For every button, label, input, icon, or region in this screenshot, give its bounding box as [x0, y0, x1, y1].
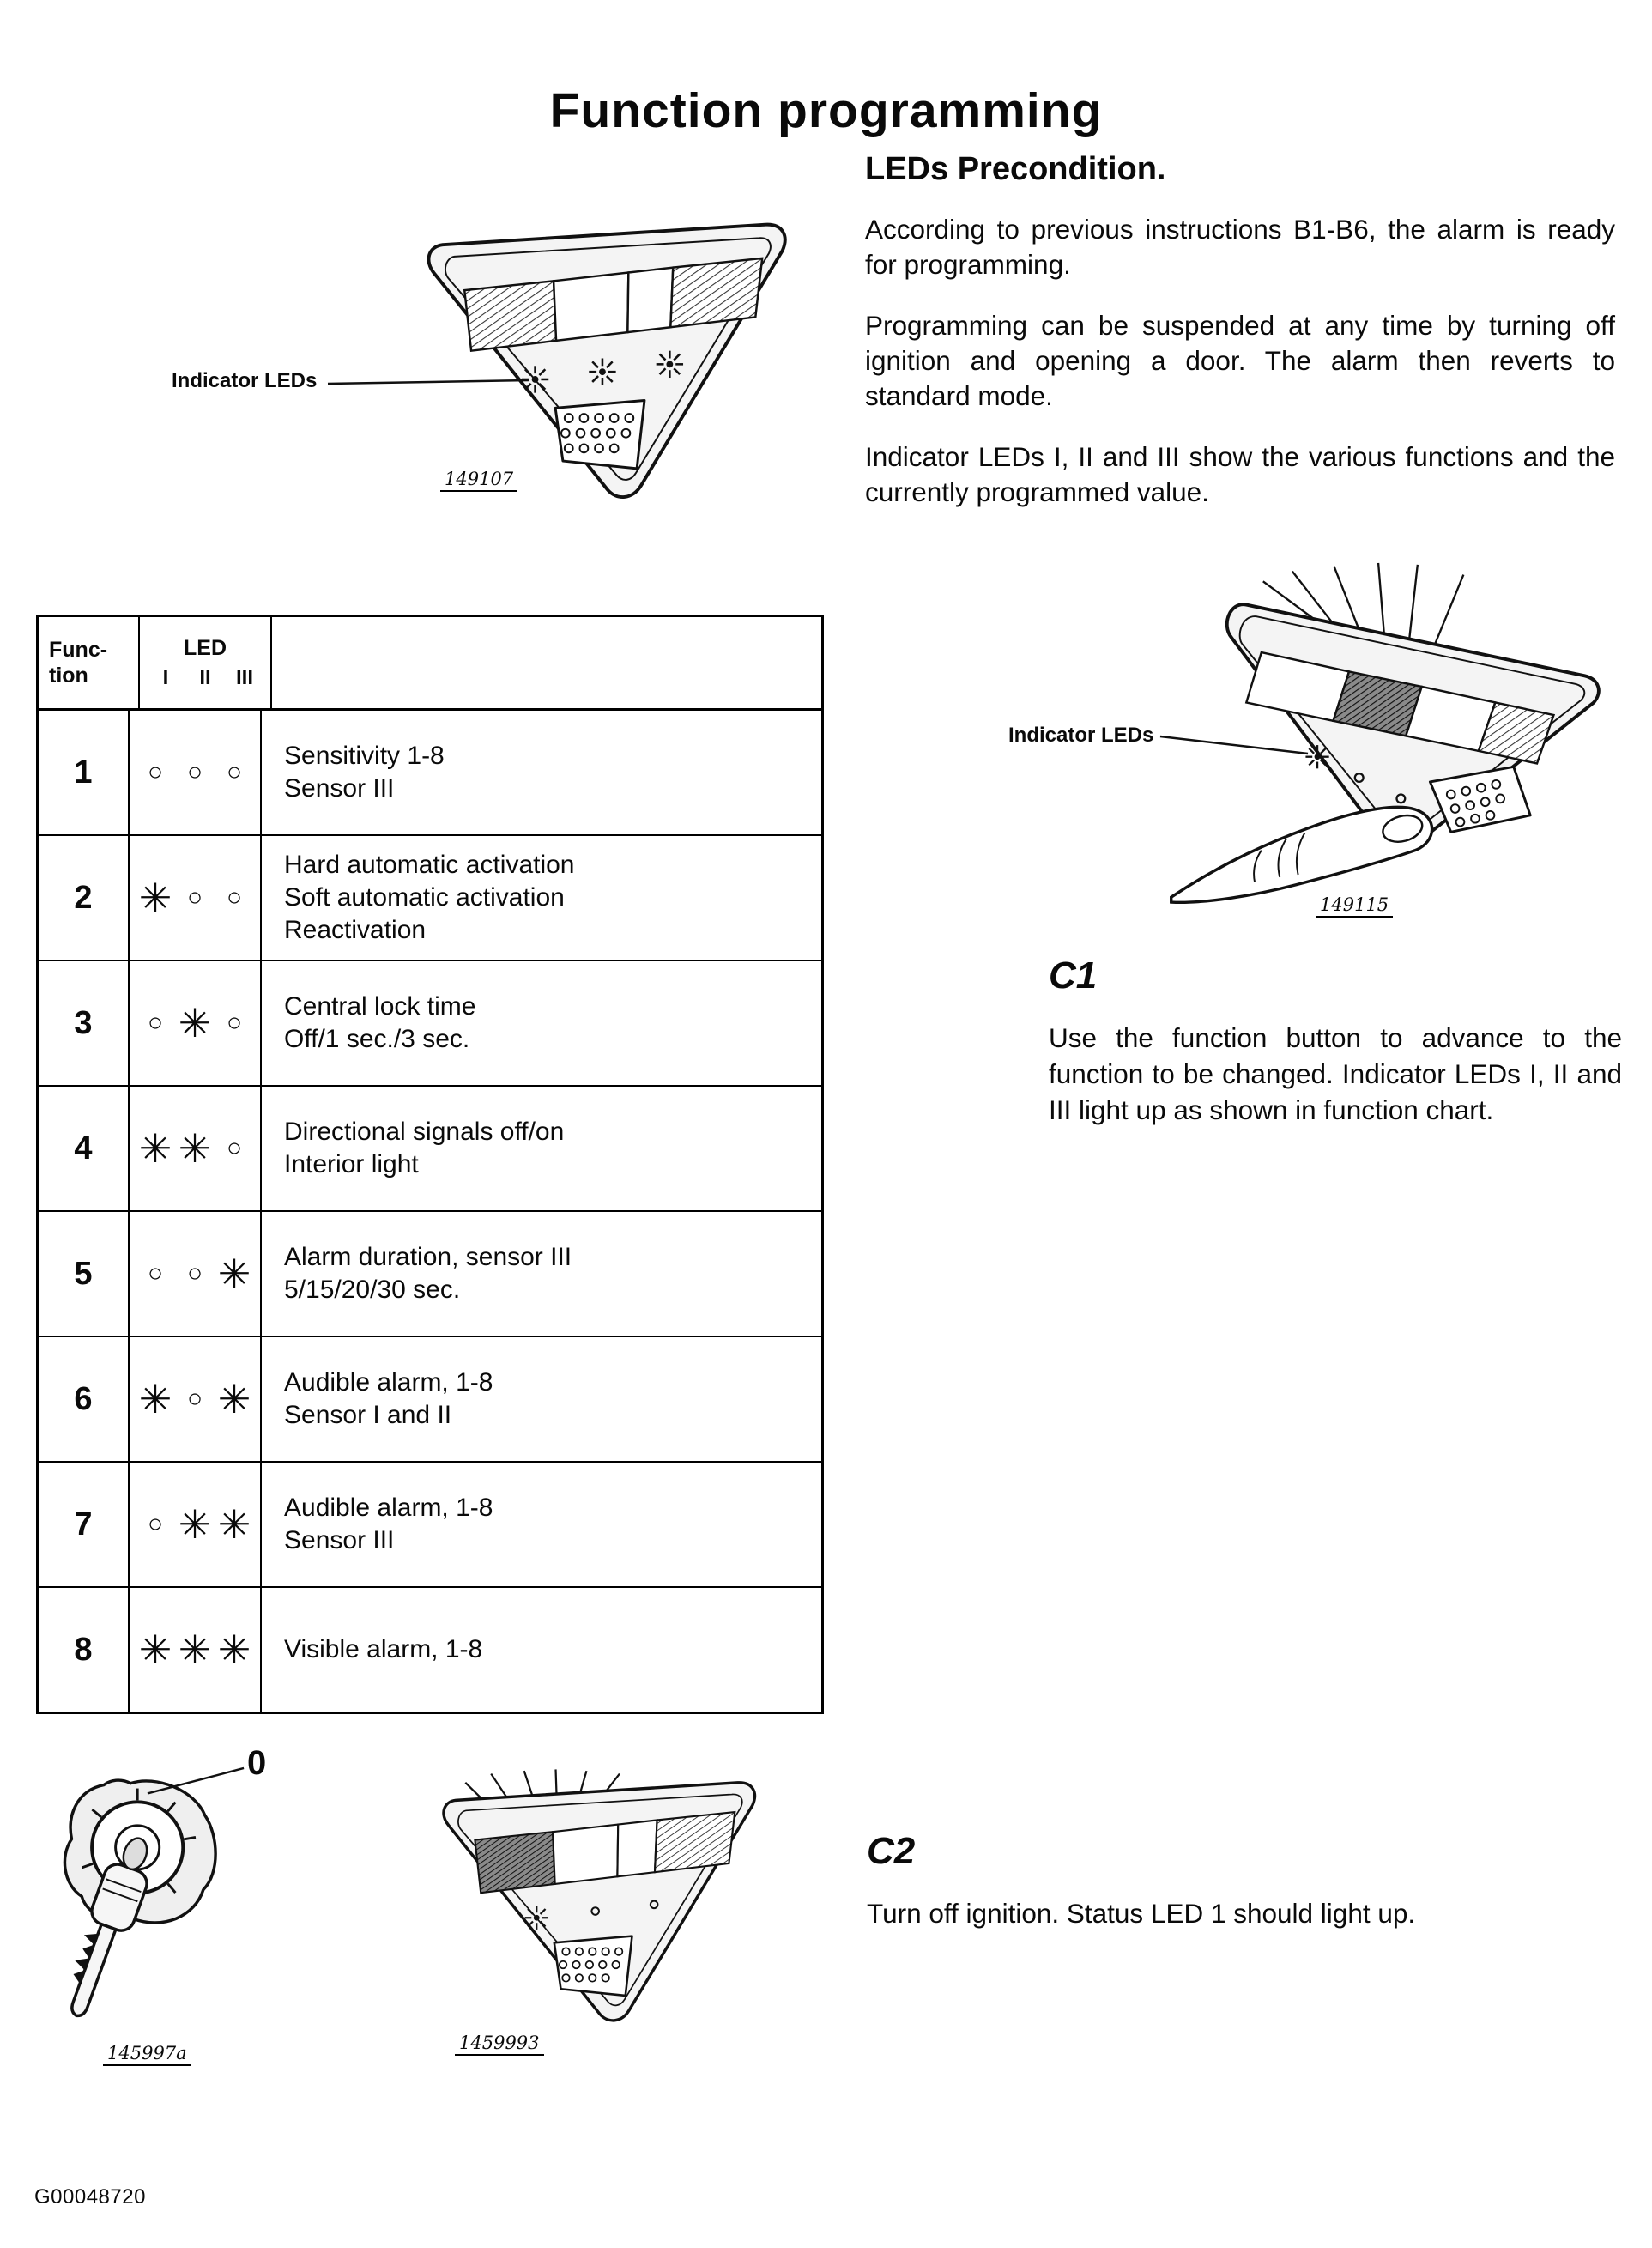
led-off-symbol: ○: [186, 883, 203, 912]
led-off-symbol: ○: [147, 1510, 164, 1538]
led-on-symbol: ✳: [178, 1627, 212, 1672]
description-line: 5/15/20/30 sec.: [284, 1275, 461, 1304]
header-led-2: II: [199, 665, 211, 689]
led-on-symbol: ✳: [138, 1377, 172, 1421]
description-line: Alarm duration, sensor III: [284, 1243, 572, 1271]
function-number: 2: [39, 836, 130, 960]
description-line: Directional signals off/on: [284, 1118, 565, 1146]
function-description: [262, 1212, 821, 1336]
finger-press-illustration: [1163, 556, 1631, 907]
table-row: [39, 1212, 821, 1337]
alarm-unit-flashing-illustration: [410, 1766, 778, 2031]
led-on-symbol: ✳: [138, 1627, 172, 1672]
led-pattern: [130, 1588, 262, 1712]
function-description: [262, 836, 821, 960]
page-title: Function programming: [549, 83, 1103, 139]
function-description: [262, 961, 821, 1085]
led-pattern: [130, 1087, 262, 1210]
figure-alarm-unit-bottom: [410, 1766, 781, 2053]
led-off-symbol: ○: [226, 758, 243, 786]
table-row: [39, 1588, 821, 1712]
description-line: Audible alarm, 1-8: [284, 1368, 493, 1397]
led-pattern: [130, 711, 262, 834]
paragraph: According to previous instructions B1-B6, the alarm is ready for programming.: [865, 214, 1615, 280]
indicator-leds-label-top: Indicator LEDs: [172, 369, 318, 392]
table-header: [39, 617, 821, 711]
document-code: G00048720: [34, 2185, 146, 2209]
figure-number: 149107: [440, 469, 517, 492]
led-pattern: [130, 836, 262, 960]
led-off-symbol: ○: [186, 1385, 203, 1413]
description-line: Sensitivity 1-8: [284, 742, 445, 770]
header-led-columns: [146, 666, 264, 690]
figure-number: 145997a: [103, 2043, 191, 2066]
header-led-3: III: [235, 665, 253, 689]
figure-ignition-key: [45, 1761, 302, 2079]
description-line: Hard automatic activation: [284, 851, 575, 879]
ignition-key-illustration: [45, 1761, 298, 2074]
table-row: [39, 1337, 821, 1463]
step-c1-text: Use the function button to advance to the function to be changed. Indicator LEDs I, II and III light up as shown in function chart.: [1049, 1022, 1622, 1125]
led-pattern: [130, 1212, 262, 1336]
description-line: Sensor I and II: [284, 1401, 452, 1429]
led-off-symbol: ○: [186, 1259, 203, 1288]
led-off-symbol: ○: [226, 883, 243, 912]
figure-number: 1459993: [455, 2033, 544, 2056]
led-on-symbol: ✳: [217, 1502, 251, 1547]
led-off-symbol: ○: [226, 1009, 243, 1037]
function-description: [262, 1337, 821, 1461]
function-description: [262, 1087, 821, 1210]
function-table: [36, 615, 824, 1714]
step-c1-heading: C1: [1049, 954, 1098, 997]
description-line: Off/1 sec./3 sec.: [284, 1025, 470, 1053]
led-on-symbol: ✳: [217, 1627, 251, 1672]
led-on-symbol: ✳: [178, 1126, 212, 1171]
table-row: [39, 961, 821, 1087]
indicator-leds-label-right: Indicator LEDs: [1008, 724, 1154, 747]
paragraph: Programming can be suspended at any time by turning off ignition and opening a door. The alarm then reverts to standard mode.: [865, 310, 1615, 411]
step-c1: [1049, 954, 1622, 1128]
description-line: Interior light: [284, 1150, 419, 1179]
function-description: [262, 711, 821, 834]
step-c2: [867, 1830, 1631, 1931]
led-on-symbol: ✳: [178, 1001, 212, 1045]
description-line: Sensor III: [284, 774, 395, 803]
header-function: [39, 617, 140, 708]
ignition-position-label: 0: [247, 1744, 267, 1782]
header-description: [272, 617, 821, 708]
step-c2-text: Turn off ignition. Status LED 1 should light up.: [867, 1898, 1416, 1929]
function-description: [262, 1463, 821, 1586]
paragraph: Indicator LEDs I, II and III show the various functions and the currently programmed value.: [865, 441, 1615, 507]
function-number: 6: [39, 1337, 130, 1461]
function-description: [262, 1588, 821, 1712]
function-number: 4: [39, 1087, 130, 1210]
figure-number: 149115: [1316, 894, 1393, 918]
function-table-rows: [39, 711, 821, 1712]
section-heading: LEDs Precondition.: [865, 151, 1166, 187]
header-led-title: LED: [184, 635, 227, 660]
table-row: [39, 1087, 821, 1212]
description-line: Visible alarm, 1-8: [284, 1635, 483, 1663]
header-function-line2: tion: [49, 663, 88, 688]
led-on-symbol: ✳: [217, 1251, 251, 1296]
description-line: Central lock time: [284, 992, 476, 1021]
led-off-symbol: ○: [147, 1009, 164, 1037]
function-number: 3: [39, 961, 130, 1085]
leds-precondition-section: [865, 151, 1615, 536]
header-led: [140, 617, 272, 708]
led-off-symbol: ○: [147, 758, 164, 786]
led-pattern: [130, 1337, 262, 1461]
description-line: Sensor III: [284, 1526, 395, 1554]
function-number: 5: [39, 1212, 130, 1336]
led-off-symbol: ○: [147, 1259, 164, 1288]
description-line: Reactivation: [284, 916, 427, 944]
table-row: [39, 836, 821, 961]
alarm-unit-illustration: [390, 206, 811, 509]
function-number: 8: [39, 1588, 130, 1712]
function-number: 7: [39, 1463, 130, 1586]
led-pattern: [130, 961, 262, 1085]
led-on-symbol: ✳: [138, 1126, 172, 1171]
figure-finger-press: [1163, 556, 1635, 915]
led-off-symbol: ○: [226, 1134, 243, 1162]
header-led-1: I: [162, 665, 169, 689]
led-on-symbol: ✳: [178, 1502, 212, 1547]
description-line: Audible alarm, 1-8: [284, 1494, 493, 1522]
figure-alarm-unit-top: [390, 206, 820, 524]
led-off-symbol: ○: [186, 758, 203, 786]
table-row: [39, 1463, 821, 1588]
step-c2-heading: C2: [867, 1830, 916, 1872]
led-pattern: [130, 1463, 262, 1586]
description-line: Soft automatic activation: [284, 883, 565, 912]
table-row: [39, 711, 821, 836]
led-on-symbol: ✳: [138, 876, 172, 920]
header-function-line1: Func-: [49, 638, 108, 662]
led-on-symbol: ✳: [217, 1377, 251, 1421]
function-number: 1: [39, 711, 130, 834]
